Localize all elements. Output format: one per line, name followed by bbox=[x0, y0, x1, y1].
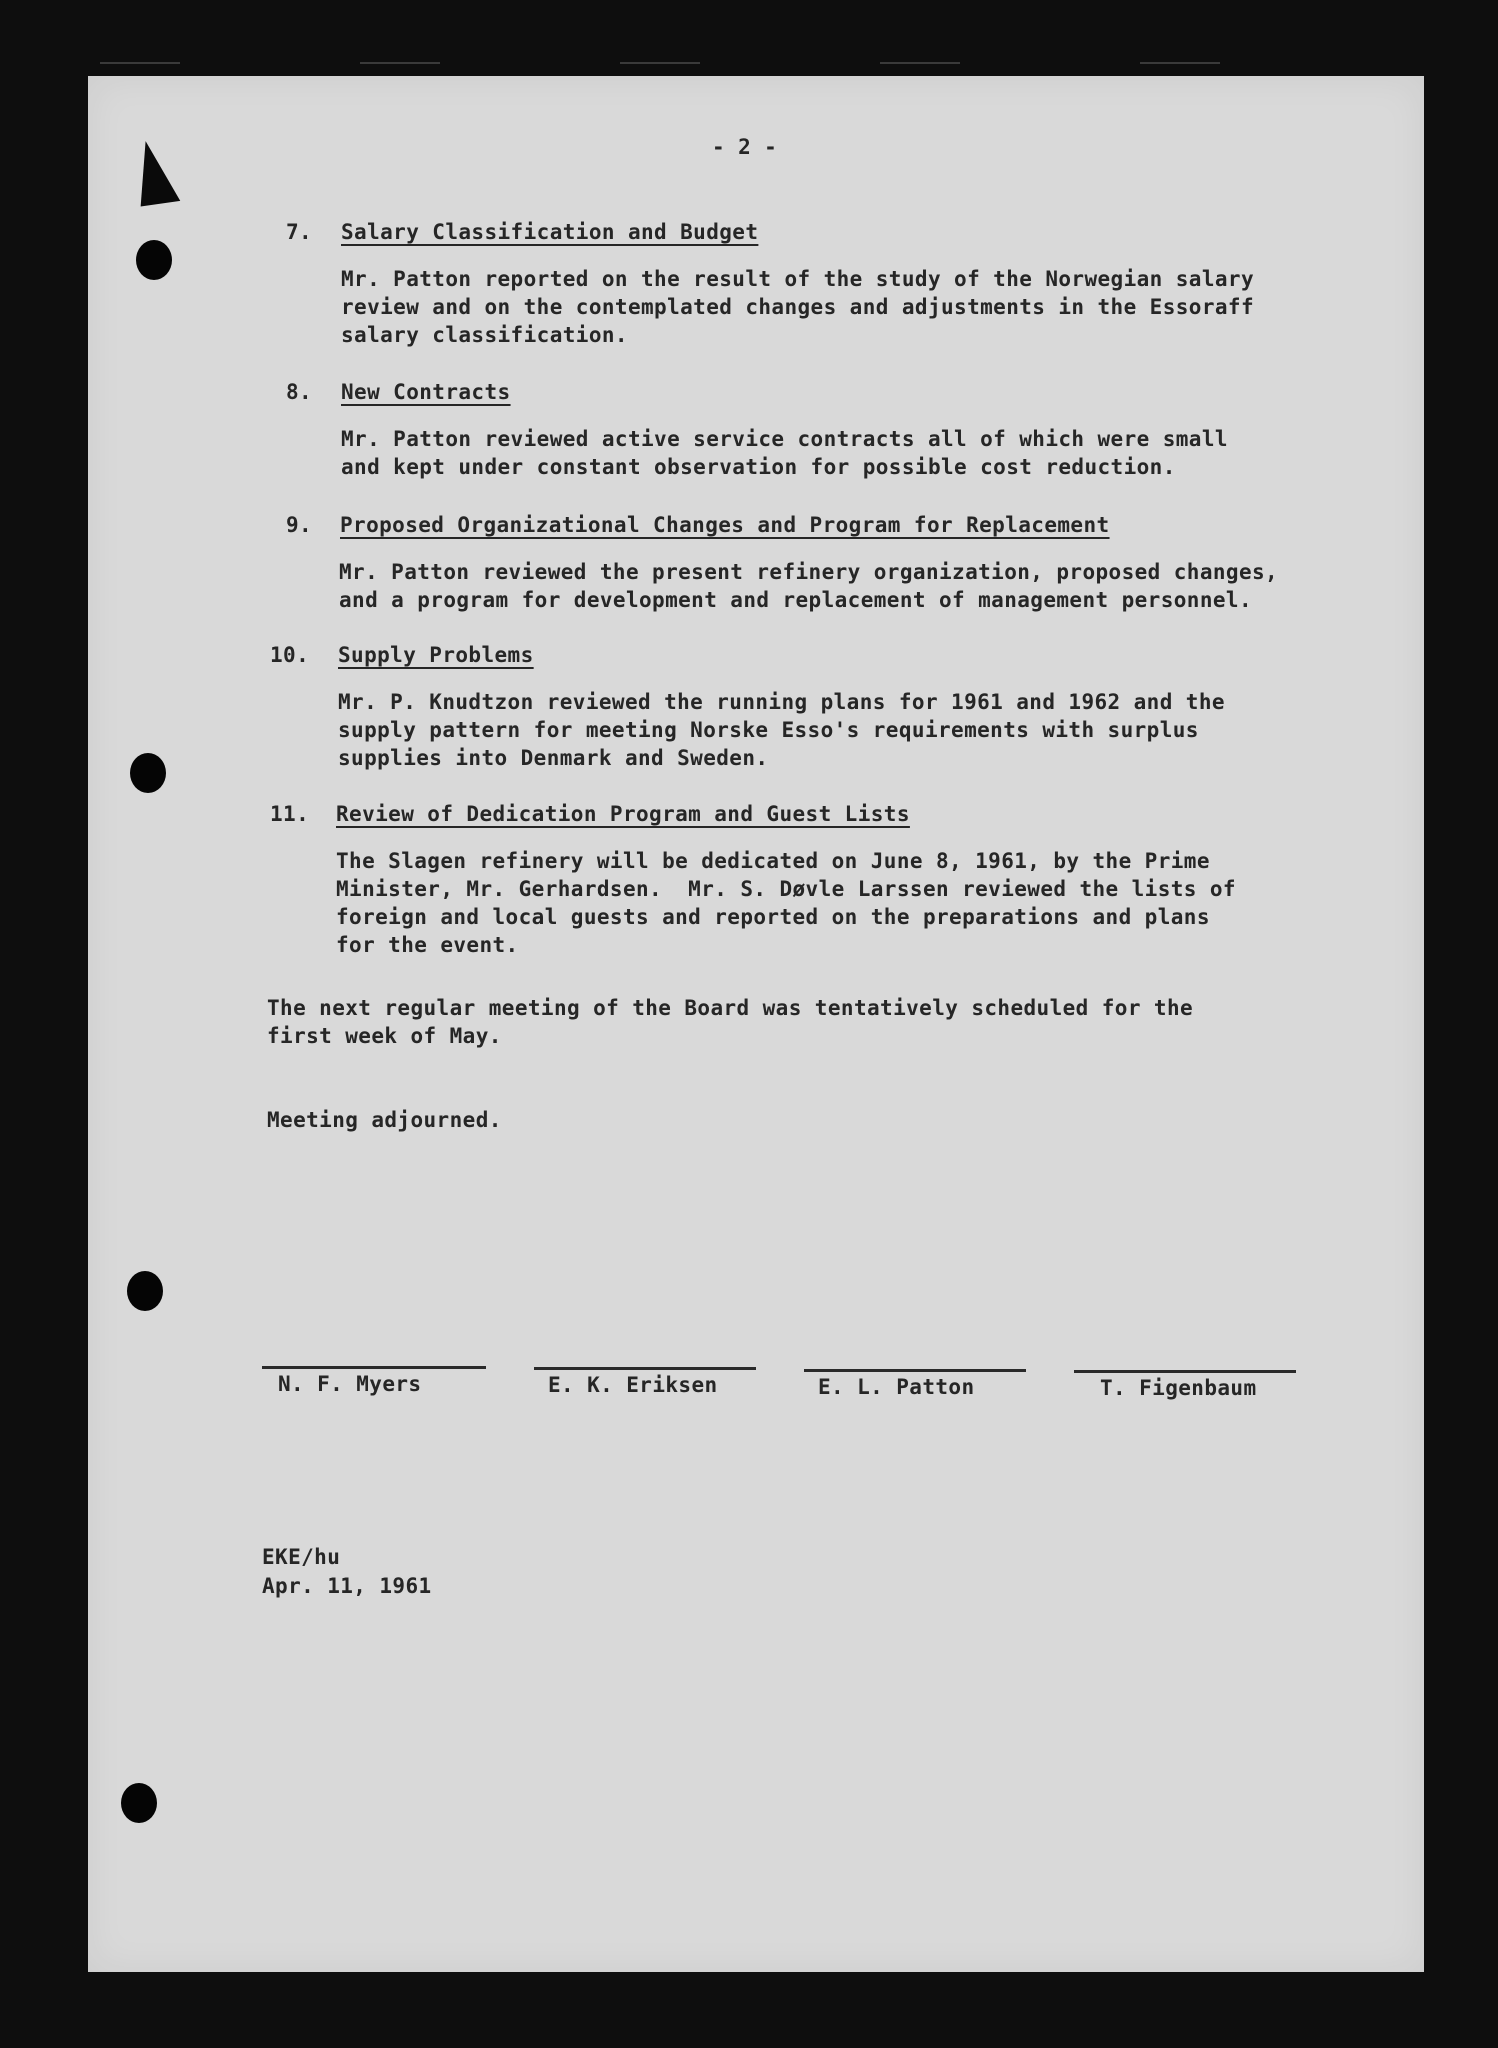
signatory-name: T. Figenbaum bbox=[1100, 1376, 1257, 1400]
item-body-line: supplies into Denmark and Sweden. bbox=[338, 746, 769, 770]
adjourned-text: Meeting adjourned. bbox=[267, 1108, 502, 1132]
item-number: 7. bbox=[286, 220, 313, 244]
item-body-line: Mr. Patton reported on the result of the study of the Norwegian salary bbox=[341, 267, 1255, 291]
punch-hole bbox=[130, 753, 166, 793]
item-heading: Proposed Organizational Changes and Program for Replacement bbox=[340, 513, 1110, 537]
top-edge-mark bbox=[880, 62, 960, 64]
punch-hole bbox=[136, 240, 172, 280]
top-edge-mark bbox=[360, 62, 440, 64]
item-number: 11. bbox=[270, 802, 310, 826]
document-date: Apr. 11, 1961 bbox=[262, 1574, 432, 1598]
signature-line bbox=[1074, 1370, 1296, 1373]
next-meeting-line: first week of May. bbox=[267, 1024, 502, 1048]
item-heading: Review of Dedication Program and Guest Lists bbox=[336, 802, 910, 826]
item-number: 9. bbox=[286, 513, 313, 537]
item-number: 8. bbox=[286, 380, 313, 404]
item-body-line: Mr. P. Knudtzon reviewed the running plans for 1961 and 1962 and the bbox=[338, 690, 1225, 714]
signature-line bbox=[534, 1367, 756, 1370]
signature-line bbox=[262, 1366, 486, 1369]
item-body-line: salary classification. bbox=[341, 323, 628, 347]
punch-hole bbox=[121, 1783, 157, 1823]
item-number: 10. bbox=[270, 643, 310, 667]
top-edge-mark bbox=[100, 62, 180, 64]
item-body-line: Mr. Patton reviewed the present refinery organization, proposed changes, bbox=[339, 560, 1279, 584]
next-meeting-line: The next regular meeting of the Board was tentatively scheduled for the bbox=[267, 996, 1194, 1020]
signature-line bbox=[804, 1369, 1026, 1372]
item-heading: Salary Classification and Budget bbox=[341, 220, 759, 244]
item-body-line: review and on the contemplated changes and adjustments in the Essoraff bbox=[341, 295, 1255, 319]
signatory-name: N. F. Myers bbox=[278, 1372, 422, 1396]
item-body-line: and kept under constant observation for possible cost reduction. bbox=[341, 455, 1176, 479]
page-number: - 2 - bbox=[712, 135, 778, 159]
item-body-line: The Slagen refinery will be dedicated on June 8, 1961, by the Prime bbox=[336, 849, 1210, 873]
top-edge-mark bbox=[1140, 62, 1220, 64]
item-body-line: Mr. Patton reviewed active service contracts all of which were small bbox=[341, 427, 1228, 451]
typist-initials: EKE/hu bbox=[262, 1545, 341, 1569]
item-body-line: for the event. bbox=[336, 933, 519, 957]
item-body-line: Minister, Mr. Gerhardsen. Mr. S. Døvle Larssen reviewed the lists of bbox=[336, 877, 1236, 901]
punch-hole bbox=[127, 1271, 163, 1311]
item-body-line: supply pattern for meeting Norske Esso's requirements with surplus bbox=[338, 718, 1199, 742]
item-body-line: foreign and local guests and reported on the preparations and plans bbox=[336, 905, 1210, 929]
signatory-name: E. K. Eriksen bbox=[548, 1373, 718, 1397]
item-heading: New Contracts bbox=[341, 380, 511, 404]
item-body-line: and a program for development and replacement of management personnel. bbox=[339, 588, 1253, 612]
top-edge-mark bbox=[620, 62, 700, 64]
signatory-name: E. L. Patton bbox=[818, 1375, 975, 1399]
item-heading: Supply Problems bbox=[338, 643, 534, 667]
